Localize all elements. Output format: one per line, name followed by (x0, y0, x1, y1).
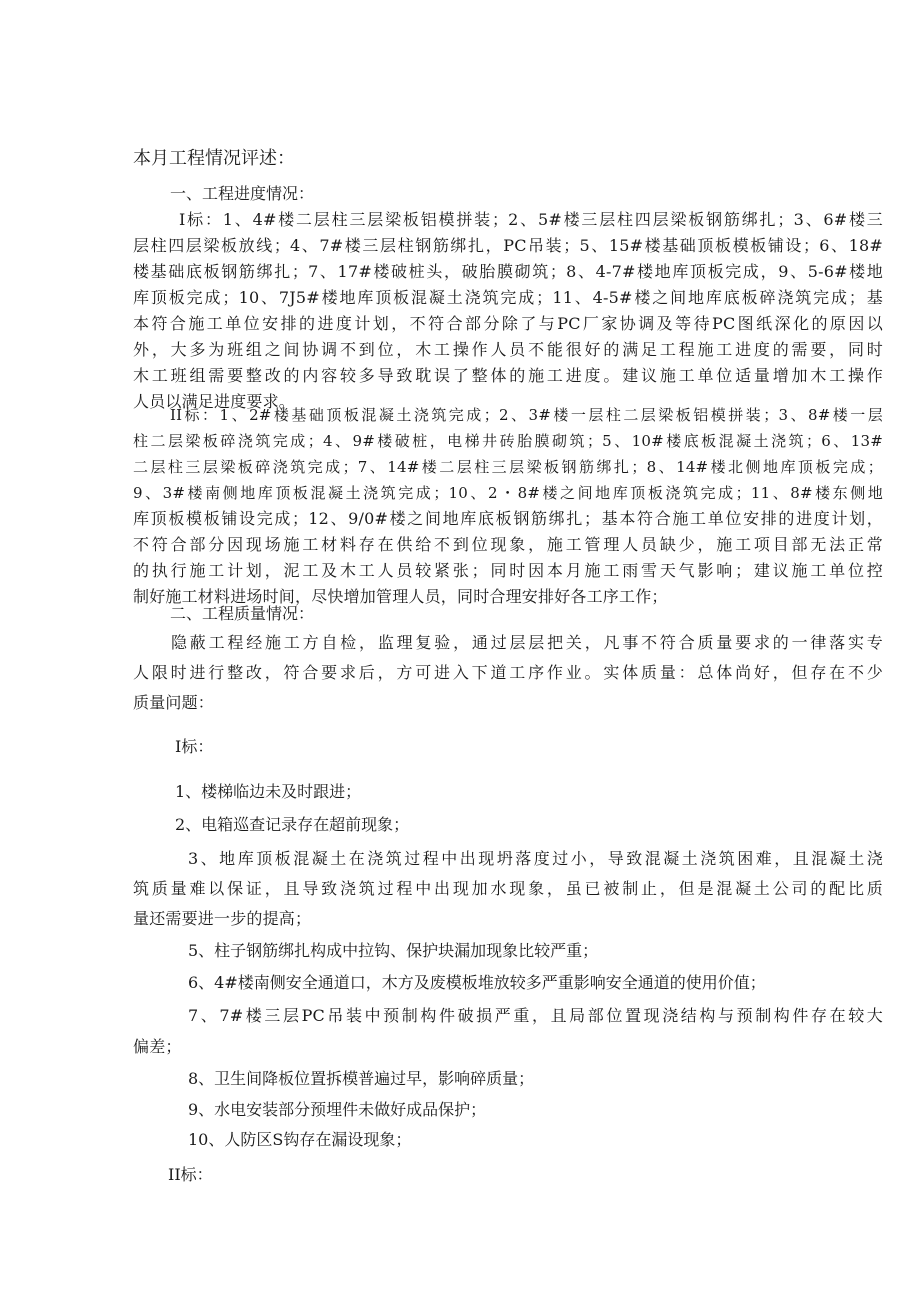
text-line: 不符合部分因现场施工材料存在供给不到位现象，施工管理人员缺少，施工项目部无法正常 (133, 535, 883, 554)
text-line: 量还需要进一步的提高； (133, 909, 312, 928)
text-line: 柱二层梁板碎浇筑完成；4、9#楼破桩，电梯井砖胎膜砌筑；5、10#楼底板混凝土浇筑；6、13# (133, 432, 883, 450)
text-line: 本符合施工单位安排的进度计划，不符合部分除了与PC厂家协调及等待PC图纸深化的原因以 (133, 314, 883, 333)
text-line: 的执行施工计划，泥工及木工人员较紧张；同时因本月施工雨雪天气影响；建议施工单位控 (133, 561, 883, 580)
text-line: 9、3#楼南侧地库顶板混凝土浇筑完成；10、2・8#楼之间地库顶板浇筑完成；11、8#楼东侧地 (133, 484, 883, 502)
quality-issue-item (133, 1000, 883, 1062)
text-line: 人限时进行整改，符合要求后，方可进入下道工序作业。实体质量：总体尚好，但存在不少 (133, 663, 883, 682)
lot-ii-label: II标： (168, 1165, 213, 1184)
quality-paragraph (133, 628, 883, 718)
quality-issue-item: 9、水电安装部分预埋件未做好成品保护； (188, 1100, 487, 1119)
page-title: 本月工程情况评述： (133, 148, 295, 169)
progress-paragraph-lot-i (133, 207, 883, 415)
text-line: 外，大多为班组之间协调不到位，木工操作人员不能很好的满足工程施工进度的需要，同时 (133, 340, 883, 359)
quality-issue-item: 6、4#楼南侧安全通道口，木方及废模板堆放较多严重影响安全通道的使用价值； (188, 973, 766, 992)
text-line: 质量问题： (133, 693, 215, 712)
text-line: 库顶板完成；10、7J5#楼地库顶板混凝土浇筑完成；11、4-5#楼之间地库底板碎浇筑完成；基 (133, 288, 883, 307)
section-heading-quality: 二、工程质量情况： (170, 604, 315, 623)
text-line: 楼基础底板钢筋绑扎；7、17#楼破桩头，破胎膜砌筑；8、4-7#楼地库顶板完成，9、5-6#楼地 (133, 262, 883, 281)
text-line: 库顶板模板铺设完成；12、9/0#楼之间地库底板钢筋绑扎；基本符合施工单位安排的进度计划， (133, 509, 883, 528)
text-line: 制好施工材料进场时间，尽快增加管理人员，同时合理安排好各工序工作； (133, 587, 668, 606)
text-line: 层柱四层梁板放线；4、7#楼三层柱钢筋绑扎，PC吊装；5、15#楼基础顶板模板铺设；6、18# (133, 236, 883, 255)
text-line: 7、7#楼三层PC吊装中预制构件破损严重，且局部位置现浇结构与预制构件存在较大 (188, 1006, 883, 1025)
text-line: 二层柱三层梁板碎浇筑完成；7、14#楼二层柱三层梁板钢筋绑扎；8、14#楼北侧地库顶板完成； (133, 458, 883, 476)
quality-issue-item (133, 844, 883, 934)
text-line: 筑质量难以保证，且导致浇筑过程中出现加水现象，虽已被制止，但是混凝土公司的配比质 (133, 879, 883, 898)
text-line: I标：1、4#楼二层柱三层梁板铝模拼装；2、5#楼三层柱四层梁板钢筋绑扎；3、6#楼三 (179, 210, 883, 229)
section-heading-progress: 一、工程进度情况： (170, 184, 315, 203)
text-line: 3、地库顶板混凝土在浇筑过程中出现坍落度过小，导致混凝土浇筑困难，且混凝土浇 (188, 849, 883, 868)
text-line: 偏差； (133, 1037, 182, 1056)
quality-issue-item: 8、卫生间降板位置拆模普遍过早，影响碎质量； (188, 1069, 535, 1088)
quality-issue-item: 10、人防区S钩存在漏设现象； (188, 1130, 412, 1149)
quality-issue-item: 2、电箱巡查记录存在超前现象； (175, 815, 410, 834)
lot-i-label: I标： (175, 737, 214, 756)
text-line: 隐蔽工程经施工方自检，监理复验，通过层层把关，凡事不符合质量要求的一律落实专 (171, 633, 883, 652)
quality-issue-item: 5、柱子钢筋绑扎构成中拉钩、保护块漏加现象比较严重； (188, 941, 599, 960)
text-line: 人员以满足进度要求。 (133, 392, 296, 411)
text-line: 木工班组需要整改的内容较多导致耽误了整体的施工进度。建议施工单位适量增加木工操作 (133, 366, 883, 385)
progress-paragraph-lot-ii (133, 402, 883, 610)
quality-issue-item: 1、楼梯临边未及时跟进； (175, 782, 362, 801)
text-line: II标：1、2#楼基础顶板混凝土浇筑完成；2、3#楼一层柱二层梁板铝模拼装；3、8#楼一层 (170, 406, 883, 424)
